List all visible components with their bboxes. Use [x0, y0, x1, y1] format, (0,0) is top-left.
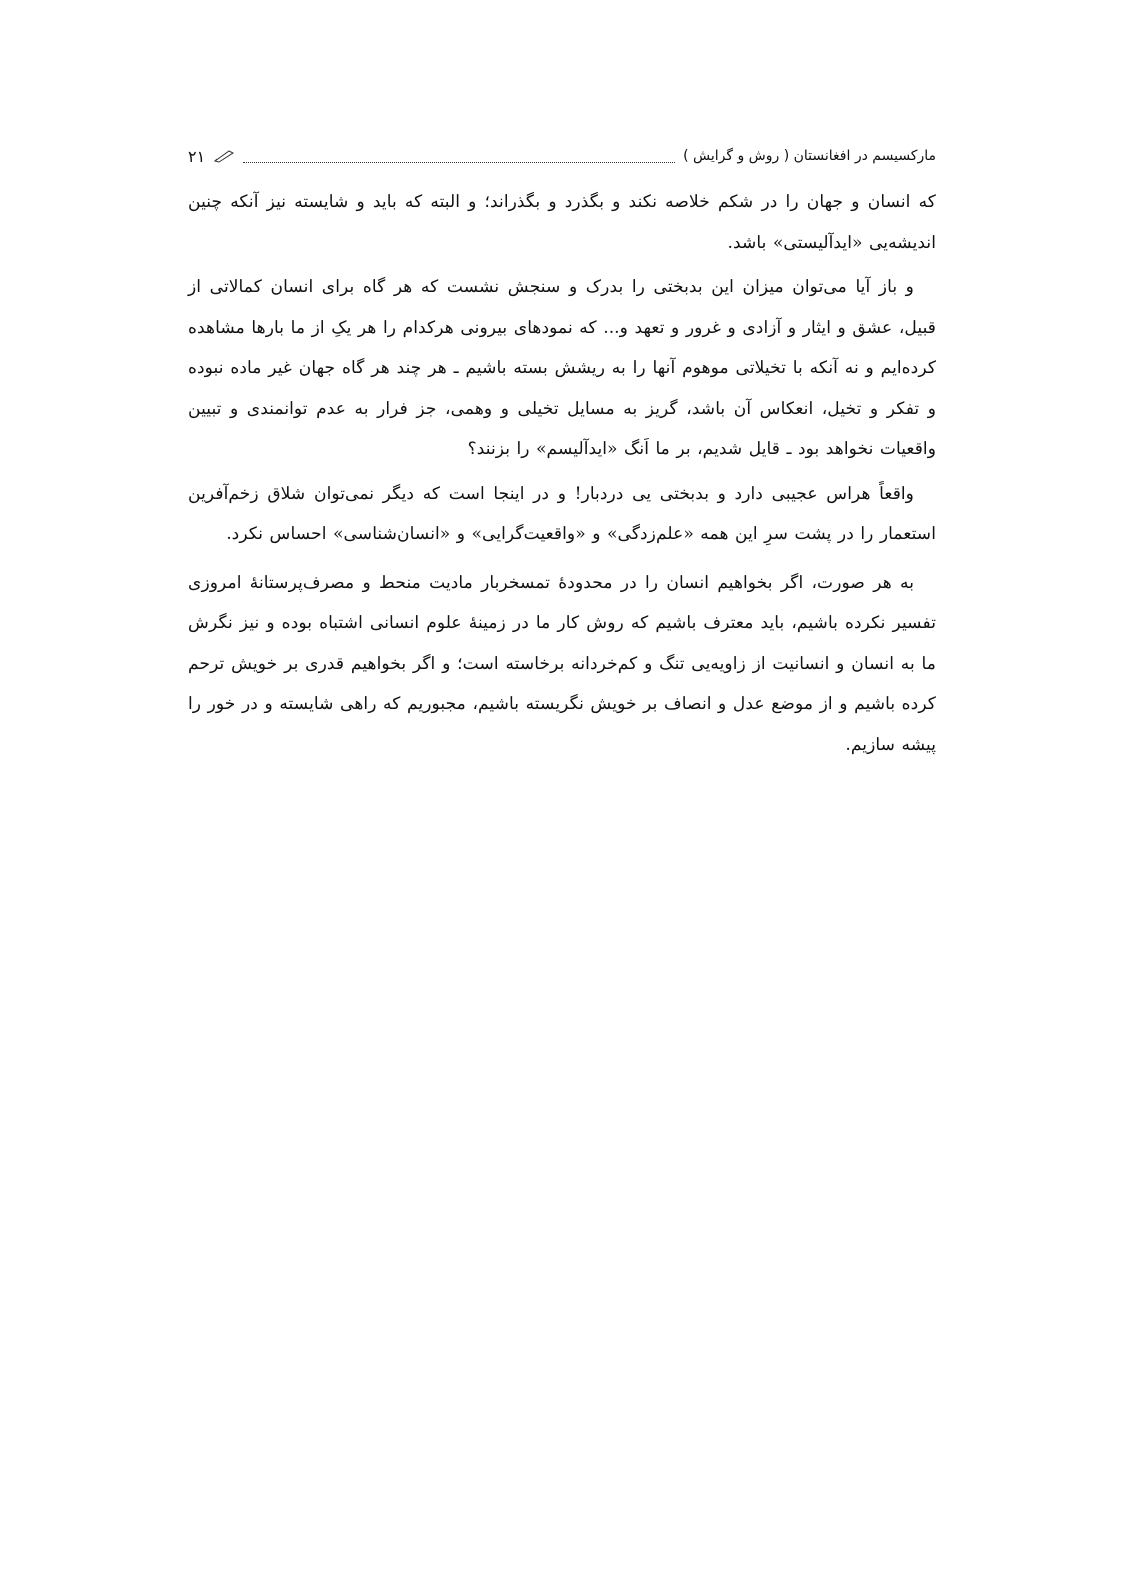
page-number: ۲۱ — [188, 146, 206, 166]
paragraph-3: واقعاً هراس عجیبی دارد و بدبختی یی دردبار! و در اینجا است که دیگر نمی‌توان شلاق زخم‌آفرین استعمار را در پشت سرِ این همه «علم‌زدگی» و «واقعیت‌گرایی» و «انسان‌شناسی» احساس نکرد. — [188, 483, 936, 544]
running-header — [188, 140, 936, 172]
paragraph-4: به هر صورت، اگر بخواهیم انسان را در محدودهٔ تمسخربار مادیت منحط و مصرف‌پرستانهٔ امروزی تفسیر نکرده باشیم، باید معترف باشیم که روش کار ما در زمینهٔ علوم انسانی اشتباه بوده و نیز نگرش ما به انسان و انسانیت از زاویه‌یی تنگ و کم‌خردانه برخاسته است؛ و اگر بخواهیم قدری بر خویش ترحم کرده باشیم و از موضع عدل و انصاف بر خویش نگریسته باشیم، مجبوریم که راهی شایسته و در خور را پیشه سازیم. — [188, 572, 936, 755]
paragraph-2: و باز آیا می‌توان میزان این بدبختی را بدرک و سنجش نشست که هر گاه برای انسان کمالاتی از قبیل، عشق و ایثار و آزادی و غرور و تعهد و... که نمودهای بیرونی هرکدام را هر یکِ از ما بارها مشاهده کرده‌ایم و نه آنکه با تخیلاتی موهوم آنها را به ریشش بسته باشیم ـ هر چند هر گاه جهان غیر ماده نبوده و تفکر و تخیل، انعکاس آن باشد، گریز به مسایل تخیلی و وهمی، جز فرار به عدم توانمندی و تبیین واقعیات نخواهد بود ـ قایل شدیم، بر ما اَنگ «ایدآلیسم» را بزنند؟ — [188, 277, 936, 459]
document-page — [188, 140, 936, 769]
pen-icon — [213, 149, 235, 163]
leader-dots — [243, 150, 675, 163]
book-title: مارکسیسم در افغانستان ( روش و گرایش ) — [683, 148, 936, 164]
paragraph-1: که انسان و جهان را در شکم خلاصه نکند و بگذرد و بگذراند؛ و البته که باید و شایسته نیز آنکه چنین اندیشه‌یی «ایدآلیستی» باشد. — [188, 192, 936, 253]
body-text — [188, 182, 936, 765]
